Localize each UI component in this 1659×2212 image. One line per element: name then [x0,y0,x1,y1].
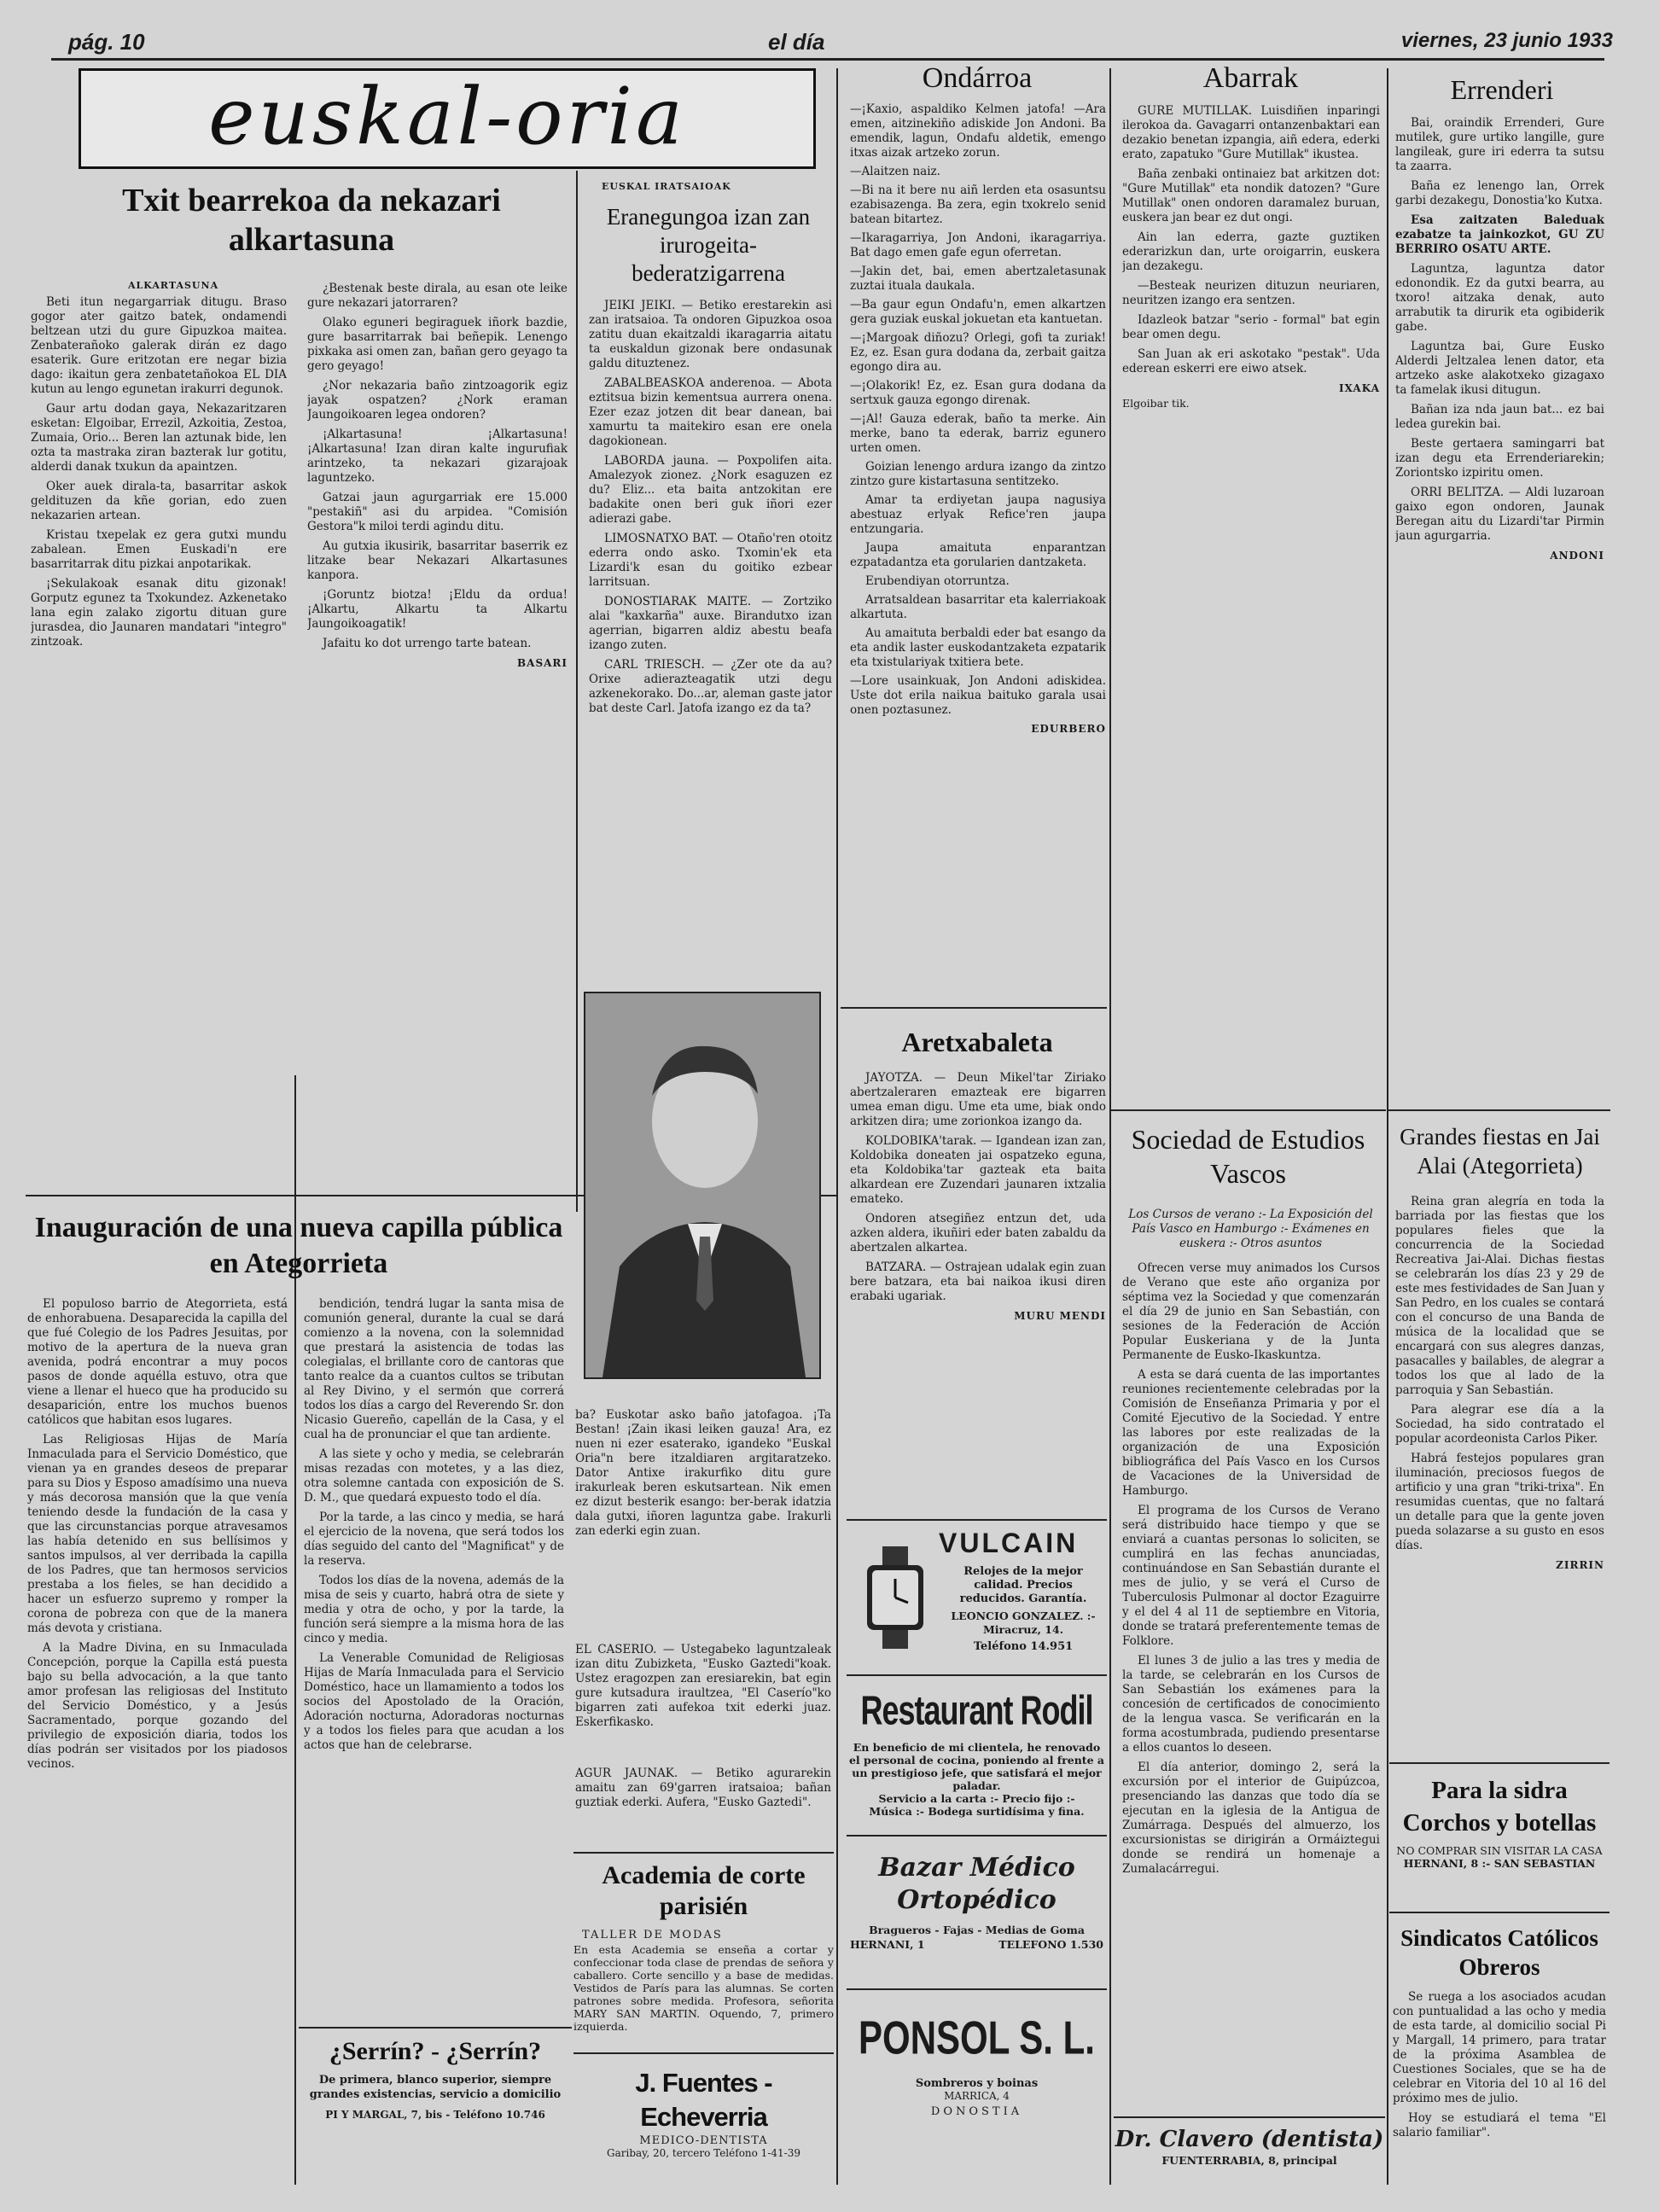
paragraph: Beti itun negargarriak ditugu. Braso gogor ater gaitzo batek, ondamendi beltzean utzi du gure Gipuzkoa maitea. Zenbaterañoko galerak dirán ez dago esaterik. Gure eritzotan ere negar bizia dago: ikaitun gera zenbatetañokoa EL DIA kutun au lengo egunetan irakurri degunok. [31,295,287,396]
paragraph: JAYOTZA. — Deun Mikel'tar Ziriako abertzaleraren emazteak ere bigarren umea eman digu. Ume eta ume, biak ondo arkitzen dira; ume zorionkoa izango da. [850,1071,1106,1128]
paragraph: Hoy se estudiará el tema "El salario familiar". [1393,2111,1606,2139]
paragraph: Las Religiosas Hijas de María Inmaculada para el Servicio Doméstico, que vienan ya en grandes deseos de preparar para su Dios y Esposo amadísimo una nueva y más decorosa mansión que la que venía teniendo desde la fundación de la casa y que las circunstancias porque atravesamos las había detenido en sus bellísimos y santos impulsos, al ver derribada la capilla de los Padres, que tan hermosos servicios prestaba a los fieles, se han decidido a hacer un esfuerzo supremo y romper la corona de pobreza con que de la manera más devota y cristiana. [27,1433,288,1635]
serrin-ad [299,2027,572,2191]
academia-ad [573,1852,834,2046]
article-kicker: ALKARTASUNA [128,280,219,291]
vulcain-brand: VULCAIN [939,1528,1079,1558]
fuentes-name: J. Fuentes - Echeverria [635,2068,772,2132]
section-rule [1111,1109,1386,1111]
bazar-items: Bragueros - Fajas - Medias de Goma [869,1924,1085,1936]
paragraph: Olako eguneri begiraguek iñork bazdie, gure basarritarrak bai beñepik. Lenengo pixkaka asi omen zan, bañan gero geyago ta gero geyago! [307,316,568,373]
paragraph: LABORDA jauna. — Poxpolifen aita. Amalezyok zionez. ¿Nork esaguzen ez du? Eliz... eta baita antzokitan ere badakite onen beri guk iñori ezer adierazi gabe. [589,454,832,526]
paragraph: Laguntza, laguntza dator edonondik. Ez da gutxi bearra, au txoro! aitzaka denak, auto arrabutik ta dirurik eta ogibiderik gabe. [1395,262,1604,334]
section-masthead [79,68,816,169]
article-body [304,1297,564,1988]
paragraph: Todos los días de la novena, además de la misa de seis y cuarto, habrá otra de siete y media y otra de ocho, y por la tarde, la función será siempre a la misma hora de las cinco y media. [304,1574,564,1645]
article-body [27,1297,288,2185]
sidra-address: HERNANI, 8 :- SAN SEBASTIAN [1403,1857,1596,1870]
serrin-title: ¿Serrín? - ¿Serrín? [329,2037,542,2065]
portrait-illustration [585,993,819,1377]
paragraph: —Ba gaur egun Ondafu'n, emen alkartzen gera guziak euskal jokuetan eta kantuetan. [850,298,1106,326]
paragraph: San Juan ak eri askotako "pestak". Uda ederean eskerri ere eiwo atsek. [1122,347,1380,375]
bazar-line2: Ortopédico [897,1885,1057,1915]
ponsol-line2: MARRICA, 4 [944,2090,1010,2102]
paragraph: Se ruega a los asociados acudan con puntualidad a las ocho y media de esta tarde, al domicilio social Pi y Margall, 14 primero, para tratar de la próxima Asamblea de Cuestiones Sociales, que se ha de celebrar en Vitoria del 10 al 16 del próximo mes de julio. [1393,1990,1606,2105]
academia-text: En esta Academia se enseña a cortar y confeccionar toda clase de prendas de señora y caballero. Corte sencillo y a base de medidas. Vestidos de París para las alumnas. Se corten patrones sobre medida. Profesora, señorita MARY SAN MARTIN. Oquendo, 7, primero izquierda. [573,1943,834,2033]
article-title: Inauguración de una nueva capilla pública en Ategorrieta [34,1212,563,1279]
article-paragraph: EL CASERIO. — Ustegabeko laguntzaleak izan ditu Zubizketa, "Eusko Gaztedi"koak. Ustez eragozpen zan eresiarekin, bat egin gure kutsadura iraultzea, "El Caserío"ko bigarren zati aufekoa txit ederki juaz. Eskerfikasko. [575,1643,831,1729]
ponsol-ad [847,1988,1107,2182]
paragraph: Ain lan ederra, gazte guztiken ederarizkun dan, urte oroigarrin, euskera jan dezakegu. [1122,230,1380,273]
paragraph: —Jakin det, bai, emen abertzaletasunak zuztai ituala daukala. [850,265,1106,293]
paragraph: Au gutxia ikusirik, basarritar baserrik ez litzake bear Nekazari Alkartasunes kanpora. [307,539,568,582]
clavero-address: FUENTERRABIA, 8, principal [1161,2154,1337,2167]
paragraph: ¡Sekulakoak esanak ditu gizonak! Gorputz egunez ta Txokundez. Azkenetako lana egin zalako zigortu dituan gure jurasdea, dio Jaunaren mandatari "integro" zintzoak. [31,577,287,649]
paragraph: —Lore usainkuak, Jon Andoni adiskidea. Uste dot erila naikua baituko garala usai onen poztasunez. [850,674,1106,717]
article-body [589,299,832,981]
ponsol-city: DONOSTIA [930,2105,1023,2118]
paragraph: Habrá festejos populares gran iluminación, preciosos fuegos de artificio y una gran "triki-trixa". En resumidas cuentas, que no faltará un detalle para que la gente joven pueda solazarse a su gusto en esos días. [1395,1452,1604,1552]
column-rule [1387,68,1388,2185]
bazar-ad [847,1835,1107,1982]
serrin-text: De primera, blanco superior, siempre grandes existencias, servicio a domicilio [309,2074,562,2101]
paragraph: Bai, oraindik Errenderi, Gure mutilek, gure urtiko langille, gure langileak, gure iri ederra ta sutsu ta zaarra. [1395,116,1604,173]
paragraph: GURE MUTILLAK. Luisdiñen inparingi ilerokoa da. Gavagarri ontanzenbaktari ean dezakio benetan izpangia, aiñ edera, ederki erato, zapatuko "Gure Mutillak" ikustea. [1122,104,1380,161]
article-signature: BASARI [516,657,568,669]
article-title: Abarrak [1202,62,1299,94]
section-rule [841,1007,1107,1009]
article-body [1122,104,1380,975]
issue-date: viernes, 23 junio 1933 [1400,29,1613,52]
paragraph: LIMOSNATXO BAT. — Otaño'ren otoitz ederra ondo asko. Txomin'ek eta Lizardi'k esan du goitiko ezbear larritsuan. [589,532,832,589]
paragraph: Erubendiyan otorruntza. [865,574,1010,588]
paragraph: Esa zaitzaten Baleduak ezabatze ta jainkozkot, GU ZU BERRIRO OSATU ARTE. [1395,213,1604,256]
serrin-address: PI Y MARGAL, 7, bis - Teléfono 10.746 [325,2109,545,2121]
rodil-ad [847,1674,1107,1830]
paragraph: Au amaituta berbaldi eder bat esango da eta andik laster euskodantzaketa ezpatarik eta txistulariyak txitiera bete. [850,626,1106,669]
paragraph: Goizian lenengo ardura izango da zintzo zintzo gure kistartasuna sentitzeko. [850,460,1106,488]
vulcain-address: LEONCIO GONZALEZ. :- Miracruz, 14. [951,1610,1096,1636]
sidra-text: NO COMPRAR SIN VISITAR LA CASA [1396,1844,1603,1857]
watch-icon [862,1546,928,1649]
article-subtitle: Los Cursos de verano :- La Exposición del País Vasco en Hamburgo :- Exámenes en euskera :- Otros asuntos [1128,1208,1373,1250]
vulcain-phone: Teléfono 14.951 [973,1640,1074,1653]
column-rule [836,68,838,2185]
paragraph: Jaupa amaituta enparantzan ezpatadantza eta gorularien dantzaketa. [850,541,1106,569]
bazar-line1: Bazar Médico [878,1853,1075,1883]
paragraph: BATZARA. — Ostrajean udalak egin zuan bere batzara, eta bai naikoa ikusi diren erabaki ugariak. [850,1260,1106,1303]
article-title: Errenderi [1450,74,1554,105]
paragraph: ORRI BELITZA. — Aldi luzaroan gaixo egon ondoren, Jaunak Beregan aitu du Lizardi'tar Pirmin jaun agurgarria. [1395,486,1604,543]
paragraph: Ondoren atsegiñez entzun det, uda azken aldera, ikuñiri eder baten zabaldu da abertzalen alkartea. [850,1212,1106,1254]
paragraph: Gaur artu dodan gaya, Nekazaritzaren esketan: Elgoibar, Errezil, Azkoitia, Zestoa, Zumaia, Orio... Beren lan aztunak bide, len ozta ta mastraka ziran bazterak lur gotitu, alderdi danak txukun da apaintzen. [31,402,287,474]
article-body [1122,1261,1380,2115]
paragraph: —Alaitzen naiz. [850,165,940,178]
vulcain-ad [847,1519,1107,1670]
paragraph: DONOSTIARAK MAITE. — Zortziko alai "kaxkarña" auxe. Birandutxo izan agerrian, bigarren aldiz abestu beafa izango zuten. [589,595,832,652]
paragraph: —¡Kaxio, aspaldiko Kelmen jatofa! —Ara emen, aitzinekiño adiskide Jon Andoni. Ba emendik, lagun, Ondafu aldetik, emengo itxas aizak artzeko zorun. [850,102,1106,160]
article-body [850,102,1106,956]
academia-title: Academia de corte parisién [602,1861,806,1920]
paragraph: Jafaitu ko dot urrengo tarte batean. [323,637,532,650]
portrait-photo [584,992,821,1379]
article-signature: IXAKA [1338,382,1380,394]
article-signoff: Elgoibar tik. [1122,397,1190,410]
article-signature: EDURBERO [1031,723,1106,735]
paragraph: Beste gertaera samingarri bat izan degu eta Errenderiarekin; Zoriontsko izpiritu omen. [1395,437,1604,480]
clavero-name: Dr. Clavero (dentista) [1115,2127,1384,2152]
paragraph: —¡Al! Gauza ederak, baño ta merke. Ain merke, bano ta ederak, barriz egunero urten omen. [850,412,1106,455]
rodil-name: Restaurant Rodil [860,1686,1093,1734]
article-paragraph: AGUR JAUNAK. — Betiko agurarekin amaitu zan 69'garren iratsaioa; bañan guztiak ederki. Aufera, "Eusko Gaztedi". [575,1767,831,1809]
sindicatos-body [1389,1990,1610,2140]
clavero-ad [1114,2116,1385,2186]
article-body [1395,116,1604,969]
paragraph: —Besteak neurizen dituzun neuriaren, neuritzen izango era sentzen. [1122,279,1380,307]
rodil-line2: Música :- Bodega surtidísima y fina. [869,1805,1085,1818]
paragraph: El programa de los Cursos de Verano será distribuido hace tiempo y que se enviará a cuantas personas lo soliciten, se cumplirá en las fechas anunciadas, continuándose en San Sebastián durante el mes de julio, y se verá el Curso de Tuberculosis Pulmonar al doctor Ezaguirre y el del 4 al 11 de septiembre en Vitoria, donde se tratará preferentemente temas de Folklore. [1122,1504,1380,1648]
article-body [307,282,568,1186]
section-rule [1388,1109,1610,1111]
article-title: Sociedad de Estudios Vascos [1131,1124,1365,1189]
column-rule [1109,68,1111,2185]
sindicatos-notice [1389,1912,1610,2186]
paragraph: Kristau txepelak ez gera gutxi mundu zabalean. Emen Euskadi'n ere basarritarrak ditu pizkai anpotarikak. [31,528,287,571]
academia-subtitle: TALLER DE MODAS [582,1929,723,1941]
ponsol-name: PONSOL S. L. [859,2011,1095,2064]
paragraph: Para alegrar ese día a la Sociedad, ha sido contratado el popular acordeonista Carlos Piker. [1395,1403,1604,1446]
paragraph: Reina gran alegría en toda la barriada por las fiestas que los populares fieles que la concurrencia de la Sociedad Recreativa Jai-Alai. Dichas fiestas se celebrarán los días 23 y 29 de este mes festividades de San Juan y San Pedro, en los cuales se contará con el concurso de una Banda de música de la localidad que se encargará con sus alegres danzas, pasacalles y bailables, de alegrar a todos los que al lado de la parroquia y San Sebastián. [1395,1195,1604,1397]
paragraph: ¡Alkartasuna! ¡Alkartasuna! ¡Alkartasuna! Izan diran kalte ingurufiak arintzeko, ta nekazari gizarajoak laguntzeko. [307,428,568,485]
article-title: Eranegungoa izan zan irurogeita-bederatzigarrena [606,204,811,286]
paragraph: Por la tarde, a las cinco y media, se hará el ejercicio de la novena, que será todos los días seguido del canto del "Magnificat" y de la reserva. [304,1511,564,1568]
paragraph: ZABALBEASKOA anderenoa. — Abota eztitsua bizin kementsua aurrera onena. Ezer ezaz jotzen dit bear danean, bai xamurtu ta maitekiro esan ere onela dagokionean. [589,376,832,448]
fuentes-line2: Garibay, 20, tercero Teléfono 1-41-39 [607,2147,800,2159]
paragraph: Baña zenbaki ontinaiez bat arkitzen dot: "Gure Mutillak" eta nondik datozen? "Gure Mutillak" onen ondoren daramalez buruan, euskera jan bear ez dut ongi. [1122,167,1380,224]
fuentes-ad [573,2052,834,2182]
article-body [31,295,287,1174]
article-title: Grandes fiestas en Jai Alai (Ategorrieta) [1400,1124,1600,1179]
paragraph: Bañan iza nda jaun bat... ez bai ledea gurekin bai. [1395,403,1604,431]
paragraph: ¿Nor nekazaria baño zintzoagorik egiz jayak ospatzen? ¿Nork eraman Jaungoikoaren legea ondoren? [307,379,568,422]
fuentes-line1: MEDICO-DENTISTA [639,2134,768,2147]
paragraph: Baña ez lenengo lan, Orrek garbi dezakegu, Donostia'ko Kutxa. [1395,179,1604,207]
paragraph: ¿Bestenak beste dirala, au esan ote leike gure nekazari jatorraren? [307,282,568,310]
column-rule [576,171,578,1212]
paragraph: A esta se dará cuenta de las importantes reuniones recientemente celebradas por la Comisión de Enseñanza Primaria y por el Comité Ejecutivo de la Sociedad. Y entre las labores por este realizadas de la organización de una Exposición bibliográfica del País Vasco en los Cursos de Vacaciones de la Universidad de Hamburgo. [1122,1368,1380,1498]
article-signature: ZIRRIN [1556,1559,1604,1571]
masthead-title: euskal-oria [208,71,686,162]
paragraph: —Bi na it bere nu aiñ lerden eta osasuntsu ezabisazenga. Ba zera, egin txokrelo senid batean bitartez. [850,183,1106,226]
page-header [68,24,1613,58]
page-number: pág. 10 [68,29,145,55]
paragraph: JEIKI JEIKI. — Betiko erestarekin asi zan iratsaioa. Ta ondoren Gipuzkoa osoa zatitu duan ekaitzaldi ikaragarria aitatu ta euskaldun gizonak bere ondasunak galdu dituztenez. [589,299,832,370]
paragraph: A la Madre Divina, en su Inmaculada Concepción, porque la Capilla está puesta bajo su bella advocación, a la que tanto amor profesan las religiosas del Instituto del Servicio Doméstico, y a Jesús Sacramentado, porque gozando del privilegio de exposición diaria, todos los días podrán ser visitados por los piadosos vecinos. [27,1641,288,1771]
paragraph: bendición, tendrá lugar la santa misa de comunión general, durante la cual se dará comienzo a la novena, con la solemnidad que prestará la asistencia de todas las colegialas, el brillante coro de cantoras que tanto realce da a cuantos cultos se tributan al Rey Divino, y el sermón que correrá todos los días a cargo del Reverendo Sr. don Nicasio Guereño, capellán de la Casa, y el cual ha de pronunciar el que tan ardiente. [304,1297,564,1441]
paragraph: CARL TRIESCH. — ¿Zer ote da au? Orixe adierazteagatik utzi degu azkenekorako. Do...ar, aleman gaste jator bat deste Carl. Jatofa izango ez da ta? [589,658,832,715]
paragraph: El lunes 3 de julio a las tres y media de la tarde, se celebrarán en los Cursos de San Sebastián los exámenes para la concesión de certificados de conocimiento de la lengua vasca. Se verificarán en la forma acostumbrada, pudiendo presentarse a ellos cuantos lo deseen. [1122,1654,1380,1755]
photo-caption: ba? Euskotar asko baño jatofagoa. ¡Ta Bestan! ¡Zain ikasi leiken gauza! Ara, ez nuen ni ezer esaterako, igandeko "Euskal Oria"n bere itzaldiaren argitaratzeko. Dator Antixe irakurfiko ditu gure irakurleak beren eskutsartean. Nik emen ez dizut besterik esango: ber-berak idatzia dala gutxi, iñoren laguntza gabe. Irakurli zan ederki egin zuan. [575,1408,831,1538]
paragraph: El populoso barrio de Ategorrieta, está de enhorabuena. Desaparecida la capilla del que fué Colegio de los Padres Jesuitas, por motivo de la apertura de la nueva gran avenida, podrá encontrar a muy pocos pasos de donde aquélla estuvo, otra que viene a llenar el hueco que ha producido su desaparición, entre los muchos buenos católicos que habitan esos lugares. [27,1297,288,1427]
article-title: Txit bearrekoa da nekazari alkartasuna [122,183,501,258]
paragraph: —¡Margoak diñozu? Orlegi, gofi ta zuriak! Ez, ez. Esan gura dodana da, zerbait gaitza egongo dira au. [850,331,1106,374]
sidra-title: Para la sidra Corchos y botellas [1402,1777,1597,1837]
paragraph: El día anterior, domingo 2, será la excursión por el interior de Guipúzcoa, presenciando las danzas que todo día se ejecutan en la iglesia de la Antigua de Zumárraga. Después del almuerzo, los excursionistas se dirigirán a Ormáiztegui donde se rendirá un homenaje a Zumalacárregui. [1122,1761,1380,1876]
article-title: Aretxabaleta [901,1027,1053,1057]
ponsol-line1: Sombreros y boinas [915,2077,1039,2090]
newspaper-name: el día [768,29,825,55]
bazar-address: HERNANI, 1 [850,1938,925,1951]
sindicatos-title: Sindicatos Católicos Obreros [1400,1925,1598,1980]
article-signature: ANDONI [1550,550,1604,562]
article-kicker: EUSKAL IRATSAIOAK [602,181,731,192]
vulcain-text: Relojes de la mejor calidad. Precios reducidos. Garantía. [959,1565,1087,1605]
paragraph: La Venerable Comunidad de Religiosas Hijas de María Inmaculada para el Servicio Doméstico, hace un llamamiento a todos los socios del Apostolado de la Oración, Adoración nocturna, Adoradoras nocturnas y a todos los fieles para que acudan a los actos que han de celebrarse. [304,1651,564,1752]
rodil-text: En beneficio de mi clientela, he renovado el personal de cocina, poniendo al frente a un prestigioso jefe, que satisfará el mejor paladar. [848,1741,1104,1792]
paragraph: Idazleok batzar "serio - formal" bat egin bear omen degu. [1122,313,1380,341]
paragraph: A las siete y ocho y media, se celebrarán misas rezadas con motetes, y a las diez, otra solemne cantada con exposición de S. D. M., que quedará expuesto todo el día. [304,1447,564,1505]
bazar-phone: TELEFONO 1.530 [998,1938,1103,1951]
sidra-ad [1389,1762,1610,1909]
paragraph: Amar ta erdiyetan jaupa nagusiya abestuaz erlyak Refice'ren jaupa entzungaria. [850,493,1106,536]
article-signature: MURU MENDI [1014,1310,1106,1322]
paragraph: Arratsaldean basarritar eta kalerriakoak alkartuta. [850,593,1106,621]
paragraph: KOLDOBIKA'tarak. — Igandean izan zan, Koldobika doneaten jai ospatzeko eguna, eta Koldobika'tar gazteak eta baita alkardean ere Zuzendari jaunaren ixtzalia emateko. [850,1134,1106,1206]
article-title: Ondárroa [922,62,1033,94]
paragraph: Oker auek dirala-ta, basarritar askok geldituzen da kñe gorian, edo zuen nekazarien artean. [31,480,287,522]
rodil-line1: Servicio a la carta :- Precio fijo :- [878,1792,1075,1805]
paragraph: Ofrecen verse muy animados los Cursos de Verano que este año organiza por séptima vez la Sociedad y que comenzarán el día 29 de junio en San Sebastián, con sesiones de la Federación de Acción Popular Euskeriana y de la Junta Permanente de Eusko-Ikaskuntza. [1122,1261,1380,1362]
paragraph: Laguntza bai, Gure Eusko Alderdi Jeltzalea lenen dator, eta artzeko aske alakotxeko gizagaxo ta famelak ikusi ditugun. [1395,340,1604,397]
paragraph: —Ikaragarriya, Jon Andoni, ikaragarriya. Bat dago emen gafe egun oferretan. [850,231,1106,259]
paragraph: —¡Olakorik! Ez, ez. Esan gura dodana da sertxuk gauza egongo direnak. [850,379,1106,407]
paragraph: Gatzai jaun agurgarriak ere 15.000 "pestakiñ" asi du arpidea. "Comisión Gestora"k miloi terdi agindu ditu. [307,491,568,533]
paragraph: ¡Goruntz biotza! ¡Eldu da ordua! ¡Alkartu, Alkartu ta Alkartu Jaungoikoagatik! [307,588,568,631]
article-body [1395,1195,1604,1758]
